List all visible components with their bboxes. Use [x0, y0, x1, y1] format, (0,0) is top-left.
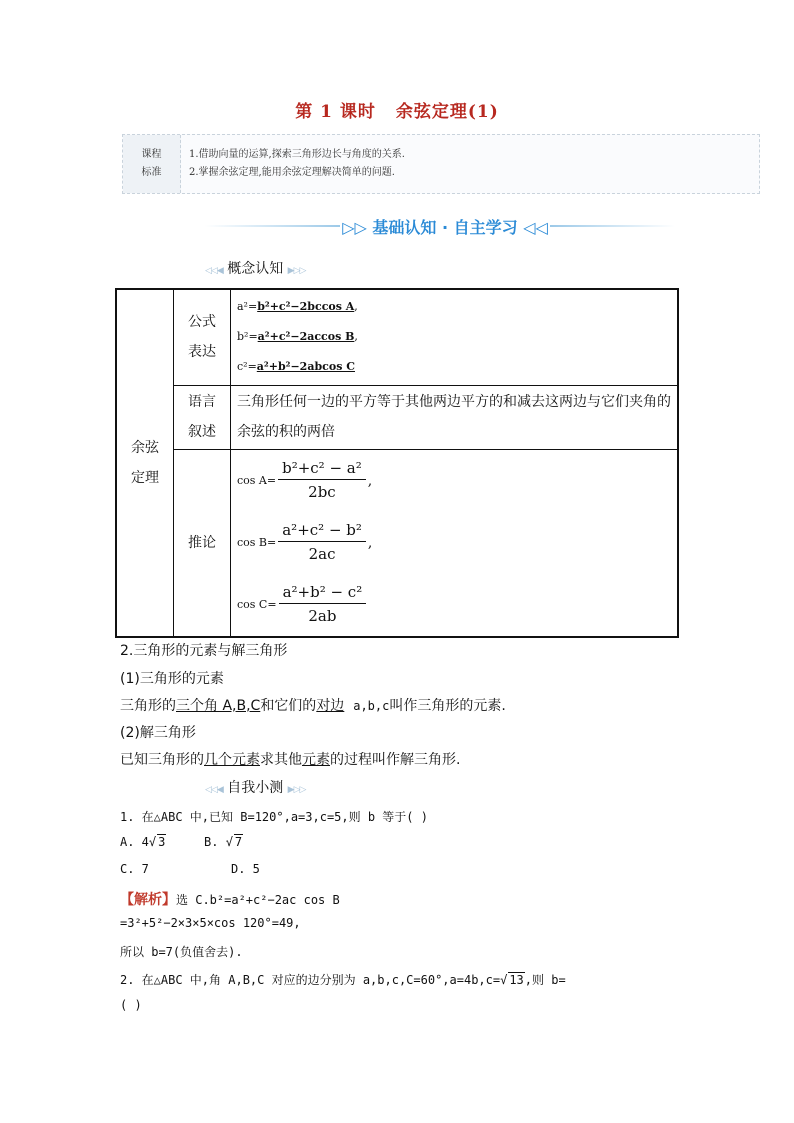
section2-heading: 2.三角形的元素与解三角形: [120, 643, 288, 659]
q2-stem: 2. 在△ABC 中,角 A,B,C 对应的边分别为 a,b,c,C=60°,a=4b,c=√ 13,则 b=: [120, 973, 566, 987]
section2-sub2: (2)解三角形: [120, 725, 196, 741]
language-text-cell: 三角形任何一边的平方等于其他两边平方的和减去这两边与它们夹角的余弦的积的两倍: [231, 385, 679, 449]
course-standard-items: [189, 146, 405, 182]
corollary-cos-c: cos C= $\frac{\text{a²+b² − c²}}{2ab}$: [237, 574, 677, 636]
arrows-left-icon: ◁◁◀: [205, 785, 223, 795]
corollary-cos-a: cos A= $\frac{\text{b²+c² − a²}}{2bc}$ ,: [237, 459, 373, 502]
section2-line2: 已知三角形的几个元素求其他元素的过程叫作解三角形.: [120, 752, 461, 768]
q1-analysis-line3: 所以 b=7(负值舍去).: [120, 945, 243, 959]
banner-title: ▷▷ 基础认知 · 自主学习 ◁◁: [342, 218, 548, 237]
corollary-label-cell: 推论: [174, 449, 231, 637]
q1-stem: 1. 在△ABC 中,已知 B=120°,a=3,c=5,则 b 等于( ): [120, 810, 428, 824]
arrows-right-icon: ▶▷▷: [287, 785, 306, 795]
lesson-topic: 余弦定理(1): [395, 102, 499, 122]
formula-a: a²=b²+c²−2bccos A,: [237, 300, 358, 314]
q1-option-d: D. 5: [231, 862, 260, 876]
section2-line1: 三角形的三个角 A,B,C和它们的对边 a,b,c叫作三角形的元素.: [120, 698, 506, 714]
formula-cell: [231, 289, 679, 385]
q1-analysis: 【解析】选 C.b²=a²+c²−2ac cos B: [120, 892, 340, 908]
q1-option-b: B. √ 7: [204, 835, 243, 849]
q2-answer-bracket: ( ): [120, 998, 142, 1012]
corollary-cell: [231, 449, 679, 637]
lesson-number: 第 1 课时: [295, 102, 376, 122]
q1-analysis-line2: =3²+5²−2×3×5×cos 120°=49,: [120, 916, 301, 930]
cosine-theorem-table: [115, 288, 679, 638]
arrows-right-icon: ▶▷▷: [287, 266, 306, 276]
language-label-cell: 语言 叙述: [174, 385, 231, 449]
q1-option-a: A. 4√ 3: [120, 835, 166, 849]
section2-sub1: (1)三角形的元素: [120, 671, 224, 687]
concept-heading: ◁◁◀ 概念认知 ▶▷▷: [205, 261, 306, 277]
course-standard-box: [122, 134, 760, 194]
q1-option-c: C. 7: [120, 862, 149, 876]
banner-line-right: [550, 225, 675, 227]
section-banner: [205, 213, 675, 239]
standard-item: 1.借助向量的运算,探索三角形边长与角度的关系.: [189, 149, 405, 160]
analysis-tag: 【解析】: [120, 892, 176, 908]
page-title: [0, 97, 794, 122]
corollary-cos-b: cos B= $\frac{\text{a²+c² − b²}}{2ac}$ ,: [237, 521, 373, 564]
self-test-heading: ◁◁◀ 自我小测 ▶▷▷: [205, 780, 306, 796]
standard-item: 2.掌握余弦定理,能用余弦定理解决简单的问题.: [189, 167, 395, 178]
banner-line-left: [205, 225, 340, 227]
course-standard-label: 课程 标准: [123, 135, 181, 193]
formula-label-cell: 公式 表达: [174, 289, 231, 385]
formula-b: b²=a²+c²−2accos B,: [237, 330, 358, 344]
theorem-name-cell: 余弦 定理: [116, 289, 174, 637]
formula-c: c²=a²+b²−2abcos C: [237, 360, 355, 374]
arrows-left-icon: ◁◁◀: [205, 266, 223, 276]
